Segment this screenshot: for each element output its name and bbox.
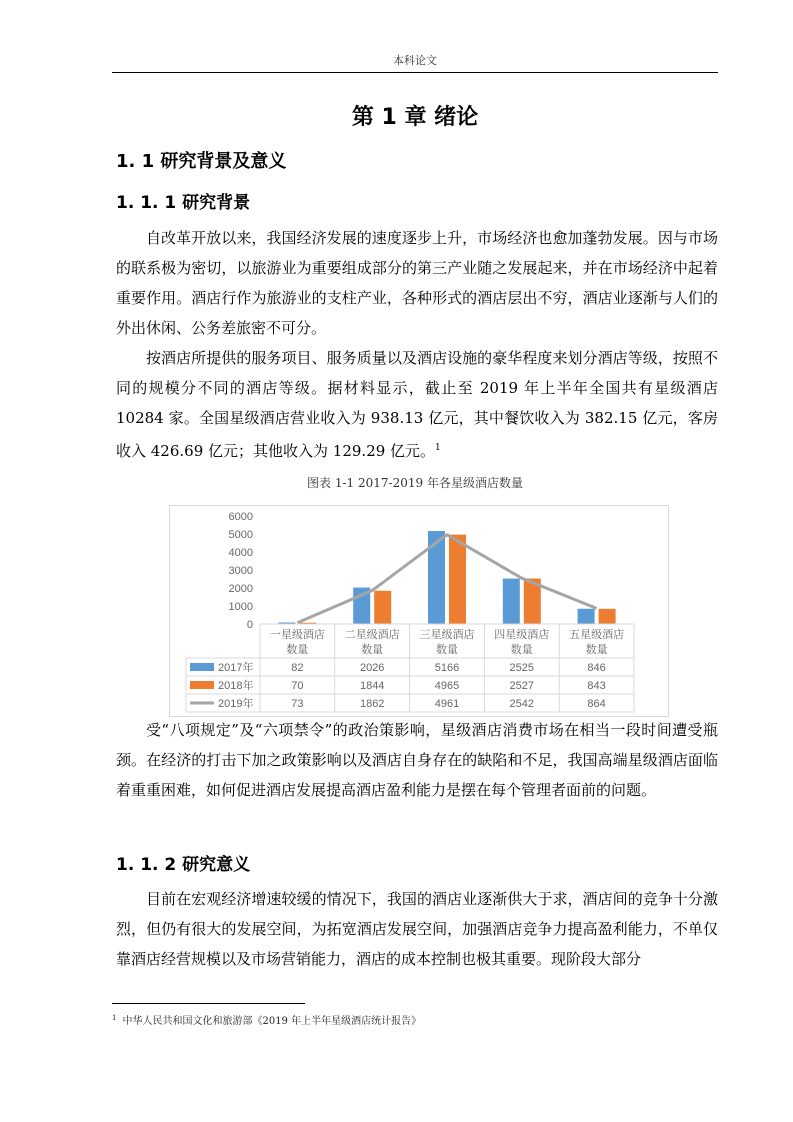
section-heading-1-1: 1. 1 研究背景及意义 [116,151,287,172]
figure-caption: 图表 1-1 2017-2019 年各星级酒店数量 [307,476,523,490]
data-table-value: 82 [291,662,304,674]
legend-key-2017年 [190,663,214,671]
chapter-title: 第 1 章 绪论 [351,105,479,130]
data-table-value: 864 [587,698,606,710]
data-table-value: 70 [291,680,304,692]
section-heading-1-1-1: 1. 1. 1 研究背景 [116,193,251,213]
y-tick-label: 4000 [228,547,253,559]
data-table-value: 5166 [434,662,460,674]
data-table-value: 2026 [359,662,385,674]
data-table-value: 1844 [359,680,385,692]
paragraph-significance: 目前在宏观经济增速较缓的情况下，我国的酒店业逐渐供大于求，酒店间的竞争十分激烈，但仍有很大的发展空间，为拓宽酒店发展空间，加强酒店竞争力提高盈利能力，不单仅靠酒店经营规模以及市场营销能力，酒店的成本控制也极其重要。现阶段大部分 [116,890,718,968]
data-table-value: 4961 [434,698,460,710]
bar-2017年-3 [503,579,520,624]
category-label: 数量 [510,644,533,656]
category-label: 数量 [361,644,384,656]
section-heading-1-1-2: 1. 1. 2 研究意义 [116,855,251,875]
paragraph-background-2-text: 按酒店所提供的服务项目、服务质量以及酒店设施的豪华程度来划分酒店等级，按照不同的规模分不同的酒店等级。据材料显示，截止至 2019 年上半年全国共有星级酒店 10284 家。全国星级酒店营业收入为 938.13 亿元，其中餐饮收入为 382.15 亿元，客房收入 426.69 亿元；其他收入为 129.29 亿元。 [116,349,718,460]
line-series-2019年 [297,535,596,623]
paragraph-background-2 [116,343,718,466]
bar-2018年-4 [599,609,616,624]
y-tick-label: 5000 [228,529,253,541]
category-label: 数量 [585,644,608,656]
category-label: 数量 [286,644,309,656]
data-table-value: 2525 [509,662,535,674]
legend-label-2017年: 2017年 [218,662,254,674]
bar-2018年-1 [374,591,391,624]
category-label: 二星级酒店 [344,629,400,641]
category-label: 数量 [436,644,458,656]
y-tick-label: 6000 [228,511,253,523]
paragraph-background-1: 自改革开放以来，我国经济发展的速度逐步上升，市场经济也愈加蓬勃发展。因与市场的联系极为密切，以旅游业为重要组成部分的第三产业随之发展起来，并在市场经济中起着重要作用。酒店行作为旅游业的支柱产业，各种形式的酒店层出不穷，酒店业逐渐与人们的外出休闲、公务差旅密不可分。 [116,229,718,337]
y-tick-label: 3000 [228,565,253,577]
footnote-mark: 1 [112,1013,117,1022]
footnote-reference[interactable]: 1 [435,443,441,453]
data-table-value: 73 [291,698,304,710]
data-table-value: 846 [587,662,606,674]
y-tick-label: 2000 [228,583,253,595]
legend-label-2018年: 2018年 [218,680,254,692]
header-rule [112,72,718,73]
data-table-value: 2542 [509,698,535,710]
data-table-value: 2527 [509,680,535,692]
category-label: 三星级酒店 [419,629,475,641]
data-table-value: 843 [587,680,606,692]
data-table-value: 1862 [359,698,385,710]
chart-container [169,505,669,717]
y-tick-label: 0 [246,619,253,631]
page-header: 本科论文 [393,54,437,67]
footnote [112,1012,421,1027]
legend-key-2018年 [190,681,214,689]
legend-label-2019年: 2019年 [218,698,254,710]
data-table-value: 4965 [434,680,460,692]
category-label: 一星级酒店 [269,629,325,641]
bar-2017年-2 [428,531,445,624]
y-tick-label: 1000 [228,601,253,613]
bar-2017年-4 [578,609,595,624]
footnote-text: 中华人民共和国文化和旅游部《2019 年上半年星级酒店统计报告》 [122,1016,422,1027]
footnote-rule [112,1003,305,1004]
category-label: 五星级酒店 [569,629,625,641]
bar-2018年-2 [449,535,466,624]
bar-line-chart [170,506,668,716]
paragraph-policy-impact: 受“八项规定”及“六项禁令”的政治策影响，星级酒店消费市场在相当一段时间遭受瓶颈。在经济的打击下加之政策影响以及酒店自身存在的缺陷和不足，我国高端星级酒店面临着重重困难，如何促进酒店发展提高酒店盈利能力是摆在每个管理者面前的问题。 [116,721,718,799]
category-label: 四星级酒店 [494,629,550,641]
